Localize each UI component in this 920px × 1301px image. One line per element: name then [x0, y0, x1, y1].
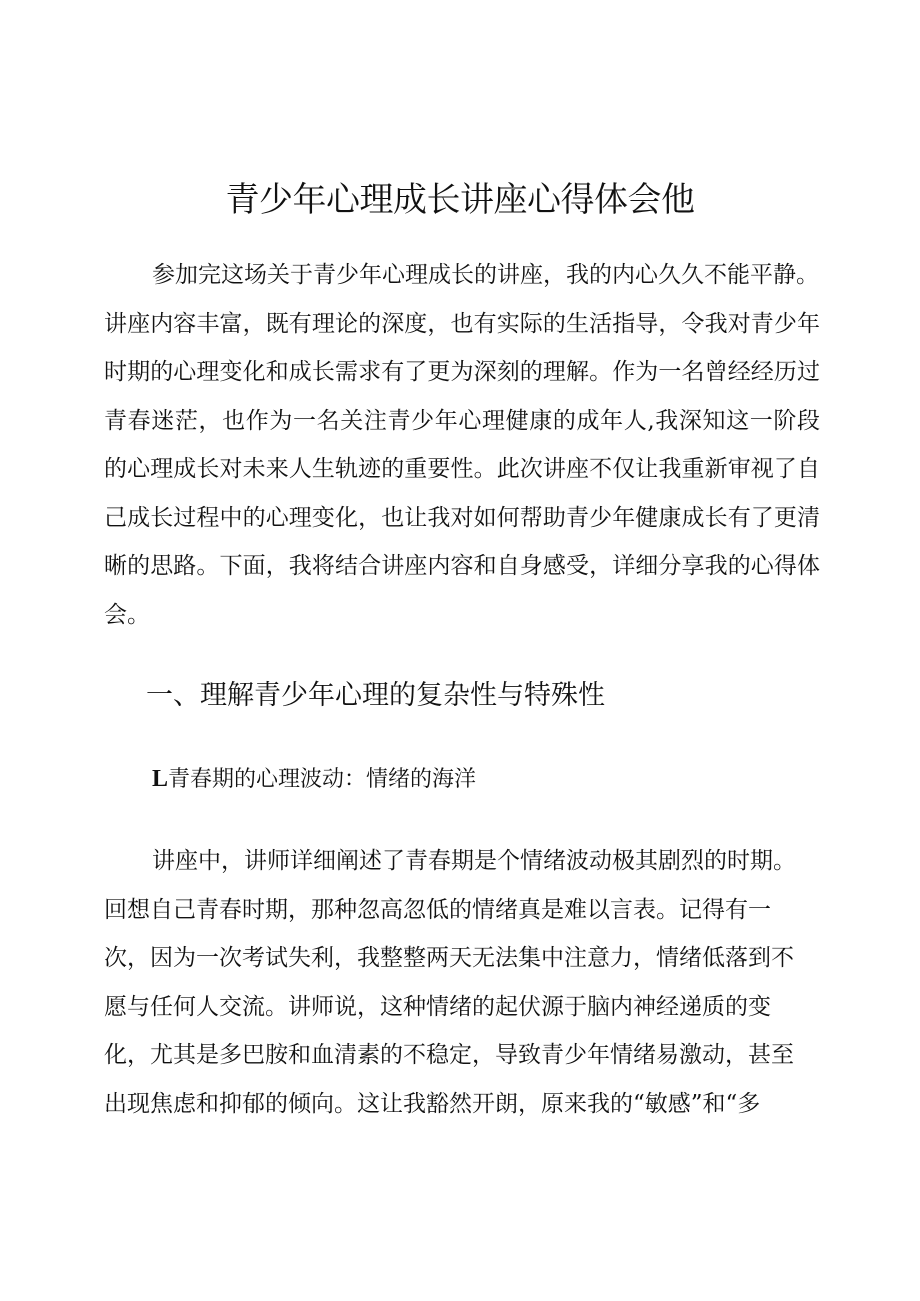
paragraph-line: 晰的思路。下面，我将结合讲座内容和自身感受，详细分享我的心得体: [104, 553, 820, 579]
paragraph-line: 的心理成长对未来人生轨迹的重要性。此次讲座不仅让我重新审视了自: [104, 456, 820, 482]
subsection-number: L: [152, 766, 169, 792]
section-paragraph: [104, 837, 820, 1128]
paragraph-line: 青春迷茫，也作为一名关注青少年心理健康的成年人,我深知这一阶段: [104, 407, 820, 434]
paragraph-line: 己成长过程中的心理变化，也让我对如何帮助青少年健康成长有了更清: [104, 504, 820, 531]
paragraph-line: 参加完这场关于青少年心理成长的讲座，我的内心久久不能平静。: [152, 262, 819, 288]
paragraph-line: 会。: [104, 601, 150, 628]
paragraph-line: 讲座中，讲师详细阐述了青春期是个情绪波动极其剧烈的时期。: [152, 848, 796, 874]
intro-paragraph: [104, 251, 820, 639]
paragraph-line: 愿与任何人交流。讲师说，这种情绪的起伏源于脑内神经递质的变: [104, 993, 771, 1020]
paragraph-line: 化，尤其是多巴胺和血清素的不稳定，导致青少年情绪易激动，甚至: [104, 1042, 794, 1068]
paragraph-line: 时期的心理变化和成长需求有了更为深刻的理解。作为一名曾经经历过: [104, 359, 820, 385]
subsection-heading: [152, 762, 476, 797]
subsection-title: 青春期的心理波动：情绪的海洋: [168, 767, 477, 792]
document-title: 青少年心理成长讲座心得体会他: [225, 180, 695, 220]
paragraph-line: 次，因为一次考试失利，我整整两天无法集中注意力，情绪低落到不: [104, 945, 794, 971]
paragraph-line: 回想自己青春时期，那种忽高忽低的情绪真是难以言表。记得有一: [104, 896, 771, 923]
section-heading: 一、理解青少年心理的复杂性与特殊性: [146, 680, 605, 711]
paragraph-line: 出现焦虑和抑郁的倾向。这让我豁然开朗，原来我的“敏感”和“多: [104, 1090, 761, 1117]
paragraph-line: 讲座内容丰富，既有理论的深度，也有实际的生活指导，令我对青少年: [104, 310, 820, 337]
